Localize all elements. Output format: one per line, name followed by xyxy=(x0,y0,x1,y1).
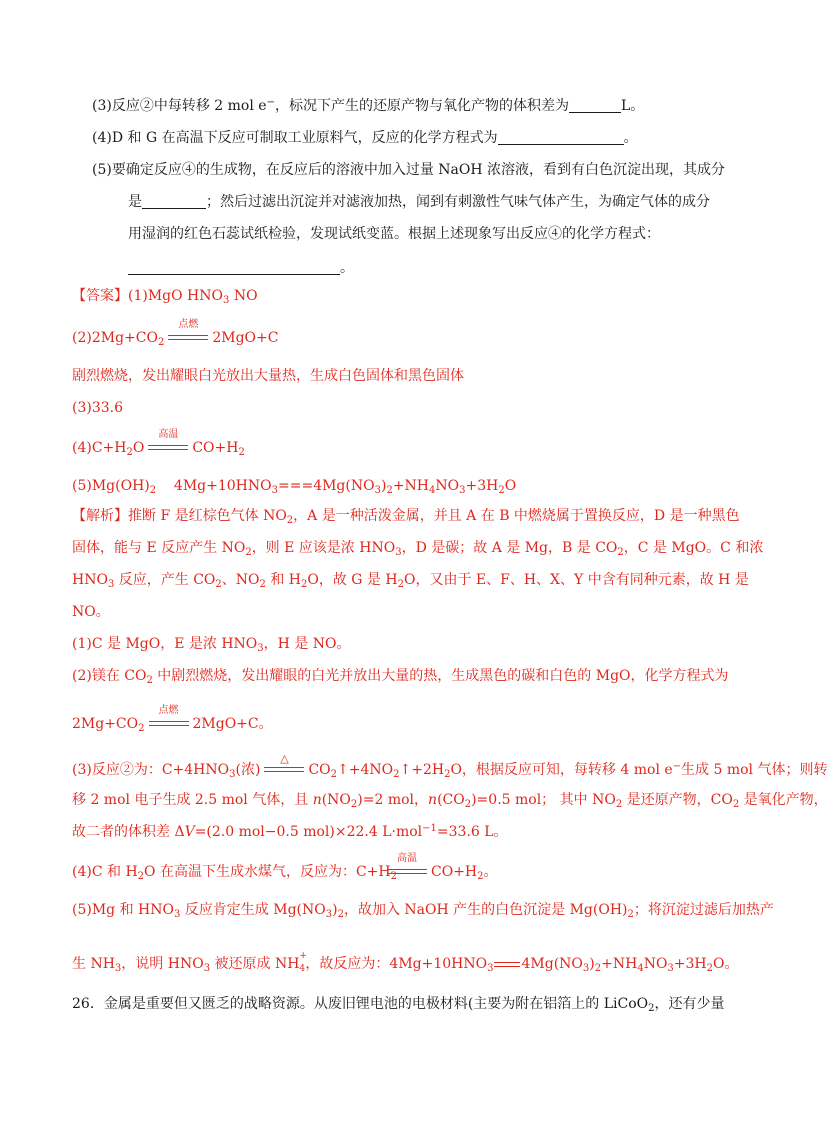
answer-blank xyxy=(142,194,206,209)
reaction-condition: 点燃 xyxy=(166,328,210,348)
analysis-line-3: $HNO_3$ 反应，产生 $CO_2$、$NO_2$ 和 $H_2O$，故 G 是 $H_2O$，又由于 E、F、H、X、Y 中含有同种元素，故 H 是 xyxy=(72,572,749,590)
answer-line-1: 【答案】(1)MgO $HNO_3$ NO xyxy=(72,288,258,306)
question-4: (4)D 和 G 在高温下反应可制取工业原料气，反应的化学方程式为 。 xyxy=(92,130,638,146)
question-3: (3)反应②中每转移 2 mol e−，标况下产生的还原产物与氧化产物的体积差为 L。 xyxy=(92,97,645,114)
answer-line-2: $(2)2Mg+CO_2$ 点燃 2MgO+C xyxy=(72,319,279,348)
analysis-line-6: (2)镁在 $CO_2$ 中剧烈燃烧，发出耀眼的白光并放出大量的热，生成黑色的碳和白色的 MgO，化学方程式为 xyxy=(72,668,729,686)
reaction-condition: 高温 xyxy=(385,862,429,882)
analysis-line-7: $2Mg+CO_2$ 点燃 2MgO+C。 xyxy=(72,705,273,734)
question-26: 26．金属是重要但又匮乏的战略资源。从废旧锂电池的电极材料(主要为附在铝箔上的 LiCoO$_2$，还有少量 xyxy=(72,996,725,1014)
analysis-line-9: 移 2 mol 电子生成 2.5 mol 气体，且 $n(NO_2)=2$ mol，$n(CO_2)=0.5$ mol； 其中 $NO_2$ 是还原产物，$CO_2$ 是氧化产物， xyxy=(72,792,828,810)
analysis-line-11: (4)C 和 $H_2O$ 在高温下生成水煤气，反应为：$C+H_2$ 高温 $CO+H_2$。 xyxy=(72,853,498,882)
analysis-line-12: (5)Mg 和 $HNO_3$ 反应肯定生成 $Mg(NO_3)_2$，故加入 NaOH 产生的白色沉淀是 $Mg(OH)_2$；将沉淀过滤后加热产 xyxy=(72,902,774,920)
answer-blank xyxy=(569,98,621,113)
answer-line-6: $(5)Mg(OH)_2$ $4Mg+10HNO_3===4Mg(NO_3)_2+NH_4NO_3+3H_2O$ xyxy=(72,478,517,496)
analysis-line-1: 【解析】推断 F 是红棕色气体 $NO_2$，A 是一种活泼金属，并且 A 在 B 中燃烧属于置换反应，D 是一种黑色 xyxy=(72,508,740,526)
analysis-line-10: 故二者的体积差 ΔV=(2.0 mol−0.5 mol)×22.4 L·mol$^{-1}$=33.6 L。 xyxy=(72,823,508,840)
analysis-line-4: NO。 xyxy=(72,604,110,620)
analysis-line-2: 固体，能与 E 反应产生 $NO_2$，则 E 应该是浓 $HNO_3$，D 是碳；故 A 是 Mg，B 是 $CO_2$，C 是 MgO。C 和浓 xyxy=(72,540,764,558)
heating-condition: △ xyxy=(262,760,306,780)
answer-tag: 【答案】 xyxy=(72,288,128,304)
answer-line-4: (3)33.6 xyxy=(72,400,124,416)
answer-blank xyxy=(498,130,624,145)
reaction-condition: 点燃 xyxy=(147,714,191,734)
analysis-line-5: (1)C 是 MgO，E 是浓 $HNO_3$，H 是 NO。 xyxy=(72,636,351,654)
question-5-line-4: 。 xyxy=(128,258,354,278)
answer-line-3: 剧烈燃烧，发出耀眼白光放出大量热，生成白色固体和黑色固体 xyxy=(72,368,464,384)
analysis-line-8: (3)反应②为：$C+4HNO_3$(浓) △ $CO_2↑+4NO_2↑+2H_2O$，根据反应可知，每转移 4 mol e−生成 5 mol 气体；则转 xyxy=(72,752,828,780)
analysis-line-13: 生 $NH_3$，说明 $HNO_3$ 被还原成 NH + 4 ，故反应为：$4Mg+10HNO_3$ $4Mg(NO_3)_2+NH_4NO_3+3H_2O$。 xyxy=(72,951,739,974)
analysis-tag: 【解析】 xyxy=(72,508,128,524)
question-5-line-2: 是 ；然后过滤出沉淀并对滤液加热，闻到有刺激性气味气体产生，为确定气体的成分 xyxy=(128,194,710,210)
question-5-line-1: (5)要确定反应④的生成物，在反应后的溶液中加入过量 NaOH 浓溶液，看到有白色沉淀出现，其成分 xyxy=(92,162,726,178)
answer-blank xyxy=(128,260,340,275)
answer-line-5: $(4)C+H_2O$ 高温 $CO+H_2$ xyxy=(72,429,245,458)
reaction-condition: 高温 xyxy=(146,438,190,458)
question-5-line-3: 用湿润的红色石蕊试纸检验，发现试纸变蓝。根据上述现象写出反应④的化学方程式： xyxy=(128,226,660,242)
